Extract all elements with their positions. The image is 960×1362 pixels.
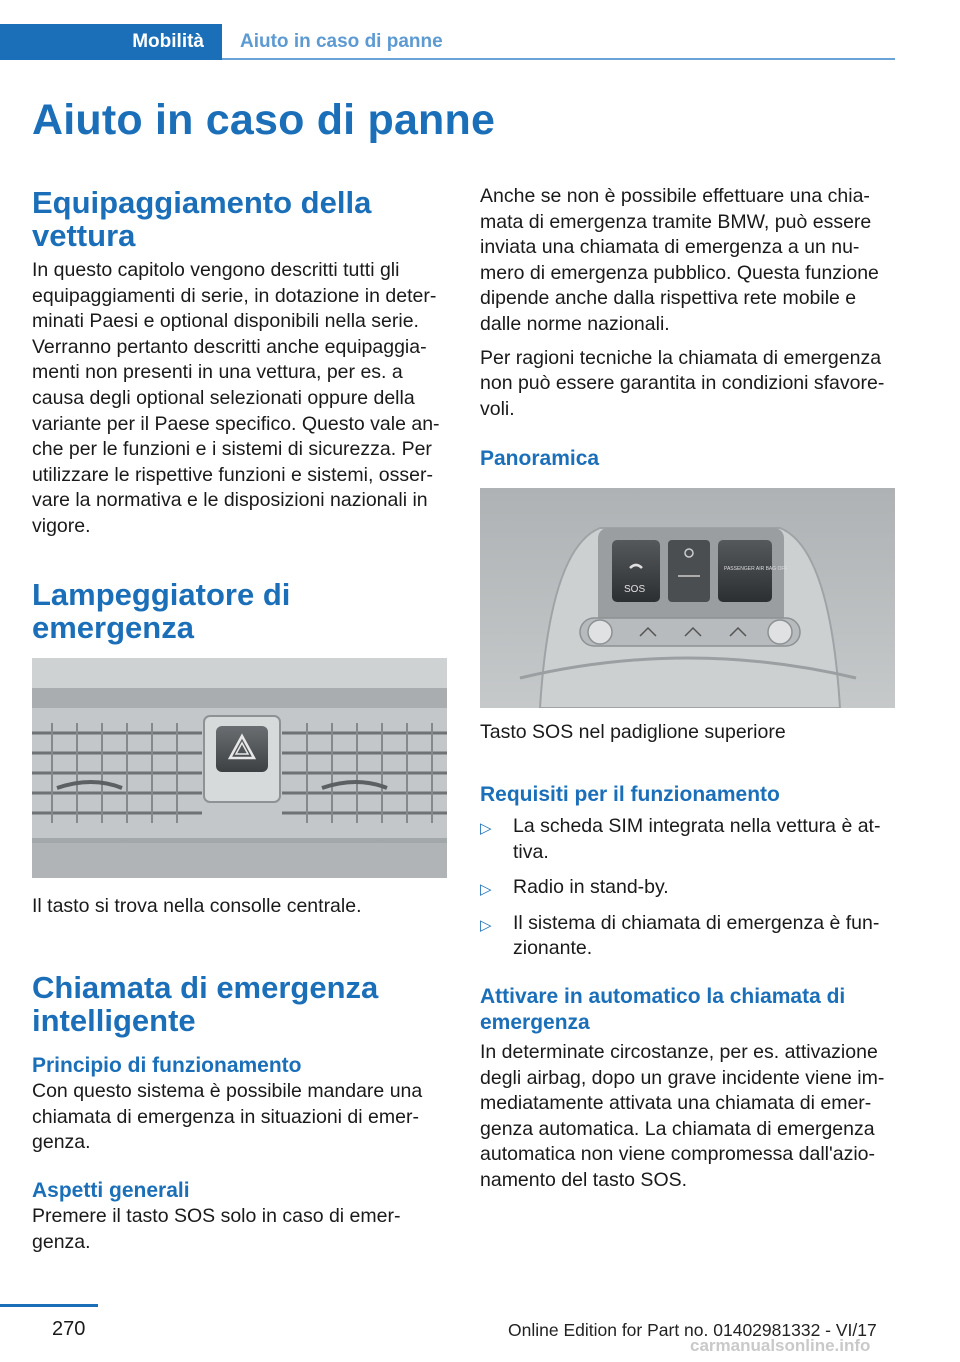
bullet-triangle-icon: ▷ xyxy=(480,916,492,934)
passenger-airbag-label: PASSENGER AIR BAG OFF xyxy=(724,566,788,573)
list-item xyxy=(480,814,896,865)
subsection-panoramica: Panoramica xyxy=(480,447,600,471)
footer-divider xyxy=(0,1304,98,1307)
left-column xyxy=(32,186,452,1255)
tab-current-section[interactable]: Aiuto in caso di panne xyxy=(240,31,443,52)
paragraph-chiamata-pubblica: Anche se non è possibile effettuare una chia-mata di emergenza tramite BMW, può essere inviata una chiamata di emergenza a un nu-mero di emergenza pubblico. Questa funzione dipende anche dalla rispettiva rete mobile e dalle norme nazionali. xyxy=(480,185,879,335)
list-item xyxy=(480,911,896,962)
list-item xyxy=(480,875,896,901)
header-divider xyxy=(222,58,895,60)
bullet-triangle-icon: ▷ xyxy=(480,819,492,837)
sos-overhead-image xyxy=(480,488,895,708)
subsection-principio: Principio di funzionamento xyxy=(32,1054,302,1078)
edition-note: Online Edition for Part no. 01402981332 - VI/17 xyxy=(508,1320,877,1340)
paragraph-attivare: In determinate circostanze, per es. attivazione degli airbag, dopo un grave incidente viene im-mediatamente attivata una chiamata di emer-genza automatica. La chiamata di emergenza automatica non viene compromessa dall'azio-namento del tasto SOS. xyxy=(480,1040,885,1191)
caption-sos: Tasto SOS nel padiglione superiore xyxy=(480,721,786,744)
paragraph-principio: Con questo sistema è possibile mandare una chiamata di emergenza in situazioni di emer-genza. xyxy=(32,1080,423,1154)
tab-mobilita[interactable]: Mobilità xyxy=(0,24,222,60)
subsection-requisiti: Requisiti per il funzionamento xyxy=(480,782,780,806)
chapter-header xyxy=(0,24,895,62)
subsection-aspetti: Aspetti generali xyxy=(32,1178,190,1202)
caption-hazard: Il tasto si trova nella consolle centrale. xyxy=(32,894,362,917)
subsection-attivare: Attivare in automatico la chiamata di emergenza xyxy=(480,984,846,1034)
requirements-list xyxy=(480,814,896,962)
sos-label: SOS xyxy=(624,584,646,596)
page-number: 270 xyxy=(52,1318,86,1340)
paragraph-ragioni-tecniche: Per ragioni tecniche la chiamata di emergenza non può essere garantita in condizioni sfavore-voli. xyxy=(480,346,885,420)
console-vents-illustration xyxy=(32,658,447,878)
section-title-lampeggiatore: Lampeggiatore di emergenza xyxy=(32,576,291,645)
list-item-text: Radio in stand-by. xyxy=(513,876,669,899)
watermark: carmanualsonline.info xyxy=(690,1336,871,1355)
hazard-console-image xyxy=(32,658,447,878)
overhead-panel-illustration xyxy=(480,488,895,708)
list-item-text: La scheda SIM integrata nella vettura è at-tiva. xyxy=(513,814,881,863)
list-item-text: Il sistema di chiamata di emergenza è fun-zionante. xyxy=(513,911,880,960)
right-column xyxy=(480,184,896,1193)
paragraph-equipaggiamento: In questo capitolo vengono descritti tutti gli equipaggiamenti di serie, in dotazione in deter-minati Paesi e optional disponibili nella serie. Verranno pertanto descritti anche equipaggia-menti non presenti in una vettura, per es. a causa degli optional selezionati oppure della variante per il Paese specifico. Questo vale an-che per le funzioni e i sistemi di sicurezza. Per utilizzare le rispettive funzioni e sistemi, osser-vare la normativa e le disposizioni nazionali in vigore. xyxy=(32,259,440,537)
paragraph-aspetti: Premere il tasto SOS solo in caso di emer-genza. xyxy=(32,1204,401,1253)
section-title-equipaggiamento: Equipaggiamento della vettura xyxy=(32,185,372,253)
page-title: Aiuto in caso di panne xyxy=(32,96,496,144)
section-title-chiamata: Chiamata di emergenza intelligente xyxy=(32,970,379,1039)
bullet-triangle-icon: ▷ xyxy=(480,881,492,899)
